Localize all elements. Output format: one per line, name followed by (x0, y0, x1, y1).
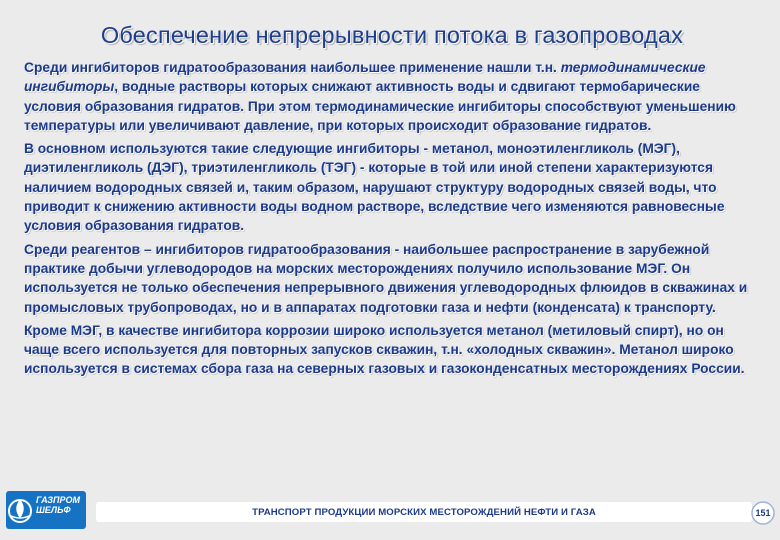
page-number: 151 (755, 508, 771, 518)
logo-line-2: ШЕЛЬФ (36, 505, 71, 515)
footer-title: ТРАНСПОРТ ПРОДУКЦИИ МОРСКИХ МЕСТОРОЖДЕНИЙ НЕФТИ И ГАЗА (252, 506, 596, 518)
logo-text (36, 495, 84, 515)
paragraph-1 (24, 58, 760, 135)
slide-content (24, 58, 760, 383)
footer-bar (96, 502, 752, 522)
paragraph-2: В основном используются такие следующие ингибиторы - метанол, моноэтиленгликоль (МЭГ), диэтиленгликоль (ДЭГ), триэтиленгликоль (ТЭГ) - которые в той или иной степени характеризуются наличием водородных связей и, таким образом, нарушают структуру водородных связей воды, что приводит к снижению активности воды водном растворе, вследствие чего изменяются равновесные условия образования гидратов. (24, 141, 725, 234)
paragraph-1-end: , водные растворы которых снижают активность воды и сдвигают термобарические условия образования гидратов. При этом термодинамические ингибиторы способствуют уменьшению температуры или увеличивают давление, при которых происходит образование гидратов. (24, 79, 736, 133)
page-number-badge (750, 500, 776, 526)
company-logo (6, 491, 86, 529)
paragraph-1-start: Среди ингибиторов гидратообразования наибольшее применение нашли т.н. (24, 60, 561, 75)
logo-line-1: ГАЗПРОМ (36, 495, 80, 505)
paragraph-4: Кроме МЭГ, в качестве ингибитора коррозии широко используется метанол (метиловый спирт), но он чаще всего используется для повторных запусков скважин, т.н. «холодных скважин». Метанол широко используется в системах сбора газа на северных газовых и газоконденсатных месторождениях России. (24, 322, 745, 377)
paragraph-3: Среди реагентов – ингибиторов гидратообразования - наибольшее распространение в зарубежной практике добычи углеводородов на морских месторождениях получило использование МЭГ. Он используется не только обеспечения непрерывного движения углеводородных флюидов в скважинах и промысловых трубопроводах, но и в аппаратах подготовки газа и нефти (конденсата) к транспорту. (24, 241, 748, 315)
slide-title: Обеспечение непрерывности потока в газопроводах (100, 22, 684, 48)
paragraph-1-italic-term: термодинамические ингибиторы (24, 60, 706, 95)
